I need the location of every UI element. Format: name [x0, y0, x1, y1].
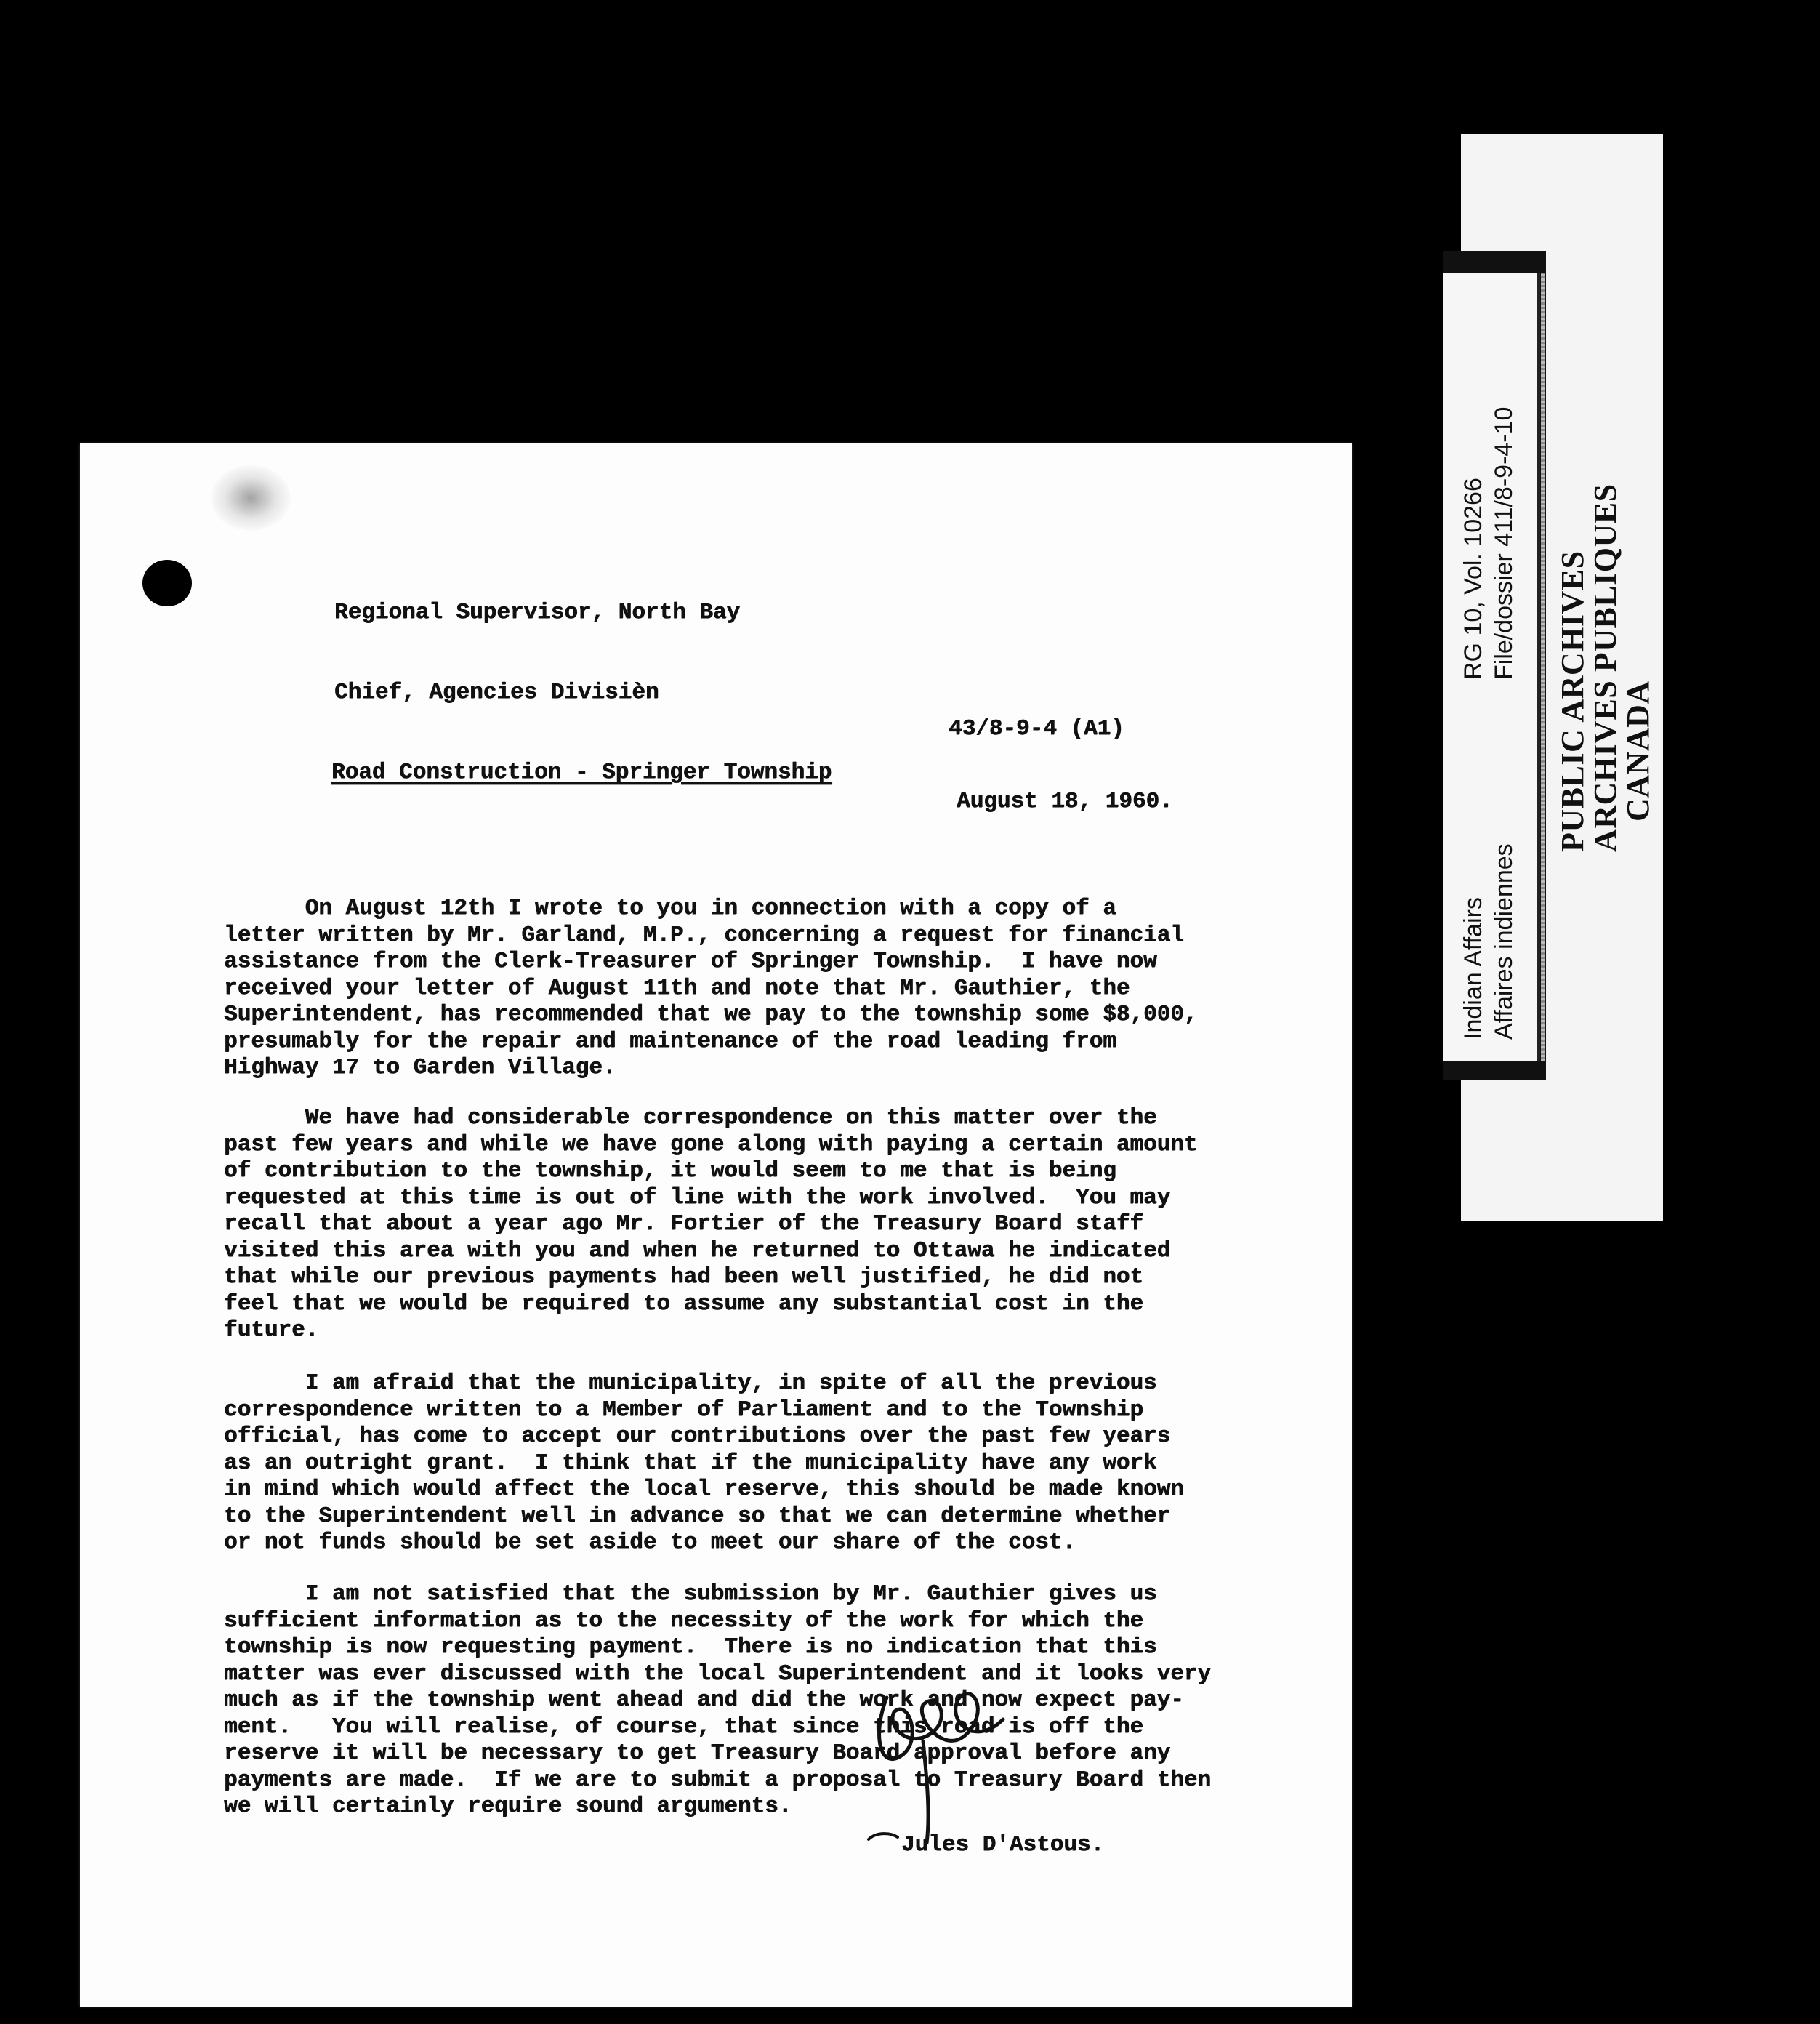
- paragraph-line: assistance from the Clerk-Treasurer of Springer Township. I have now: [224, 949, 1157, 974]
- paragraph-line: feel that we would be required to assume any substantial cost in the: [224, 1290, 1144, 1317]
- paragraph-line: payments are made. If we are to submit a proposal to Treasury Board then: [224, 1767, 1212, 1793]
- signature-name: Jules D'Astous.: [901, 1832, 1105, 1858]
- stain-mark: [211, 465, 291, 531]
- paragraph-line: correspondence written to a Member of Parliament and to the Township: [224, 1397, 1144, 1423]
- paragraph-line: recall that about a year ago Mr. Fortier of the Treasury Board staff: [224, 1211, 1144, 1237]
- paragraph-line: ment. You will realise, of course, that since this road is off the: [224, 1714, 1144, 1740]
- paragraph-line: We have had considerable correspondence on this matter over the: [224, 1105, 1157, 1131]
- paragraph-line: visited this area with you and when he returned to Ottawa he indicated: [224, 1237, 1171, 1264]
- paragraph-line: we will certainly require sound arguments.: [224, 1794, 792, 1819]
- paragraph-line: township is now requesting payment. There is no indication that this: [224, 1634, 1157, 1660]
- department-fr: Affaires indiennes: [1490, 843, 1518, 1040]
- body-paragraph-3: [224, 1370, 1184, 1557]
- paragraph-line: Highway 17 to Garden Village.: [224, 1055, 616, 1080]
- handwritten-initials: [858, 1668, 1047, 1850]
- file-reference: File/dossier 411/8-9-4-10: [1490, 406, 1518, 680]
- paragraph-line: that while our previous payments had been well justified, he did not: [224, 1264, 1144, 1290]
- archive-label-en: PUBLIC ARCHIVES: [1555, 550, 1590, 852]
- paragraph-line: On August 12th I wrote to you in connection with a copy of a: [224, 896, 1116, 921]
- paragraph-line: matter was ever discussed with the local Superintendent and it looks very: [224, 1660, 1212, 1687]
- paragraph-line: of contribution to the township, it would seem to me that is being: [224, 1158, 1116, 1184]
- paragraph-line: future.: [224, 1317, 319, 1343]
- paragraph-line: past few years and while we have gone along with paying a certain amount: [224, 1131, 1198, 1157]
- subject-line: Road Construction - Springer Township: [331, 760, 832, 785]
- record-group: RG 10, Vol. 10266: [1459, 478, 1487, 680]
- paragraph-line: in mind which would affect the local reserve, this should be made known: [224, 1477, 1184, 1502]
- paragraph-line: Superintendent, has recommended that we pay to the township some $8,000,: [224, 1002, 1198, 1027]
- paragraph-line: received your letter of August 11th and note that Mr. Gauthier, the: [224, 975, 1130, 1001]
- paragraph-line: reserve it will be necessary to get Treasury Board approval before any: [224, 1740, 1171, 1766]
- paragraph-line: much as if the township went ahead and did the work and now expect pay-: [224, 1687, 1184, 1713]
- archive-tab-edge: [1541, 273, 1545, 1061]
- punch-hole: [142, 560, 192, 606]
- file-number: 43/8-9-4 (A1): [949, 716, 1124, 742]
- letter-date: August 18, 1960.: [957, 789, 1173, 814]
- body-paragraph-4: [224, 1581, 1211, 1820]
- department-en: Indian Affairs: [1459, 897, 1487, 1040]
- sender-line: Chief, Agencies Divisièn: [334, 680, 659, 705]
- paragraph-line: presumably for the repair and maintenance of the road leading from: [224, 1028, 1116, 1054]
- paragraph-line: I am not satisfied that the submission by Mr. Gauthier gives us: [224, 1581, 1157, 1607]
- paragraph-line: to the Superintendent well in advance so that we can determine whether: [224, 1503, 1171, 1529]
- archive-label-fr: ARCHIVES PUBLIQUES: [1587, 483, 1623, 852]
- archive-label-country: CANADA: [1620, 680, 1656, 822]
- paragraph-line: sufficient information as to the necessity of the work for which the: [224, 1607, 1144, 1634]
- body-paragraph-1: [224, 896, 1197, 1082]
- body-paragraph-2: [224, 1105, 1197, 1344]
- paragraph-line: official, has come to accept our contributions over the past few years: [224, 1423, 1171, 1449]
- paragraph-line: or not funds should be set aside to meet our share of the cost.: [224, 1530, 1076, 1555]
- paragraph-line: letter written by Mr. Garland, M.P., concerning a request for financial: [224, 922, 1184, 948]
- paragraph-line: requested at this time is out of line with the work involved. You may: [224, 1184, 1171, 1210]
- paragraph-line: I am afraid that the municipality, in spite of all the previous: [224, 1370, 1157, 1396]
- recipient-line: Regional Supervisor, North Bay: [334, 600, 741, 625]
- paragraph-line: as an outright grant. I think that if the municipality have any work: [224, 1450, 1157, 1476]
